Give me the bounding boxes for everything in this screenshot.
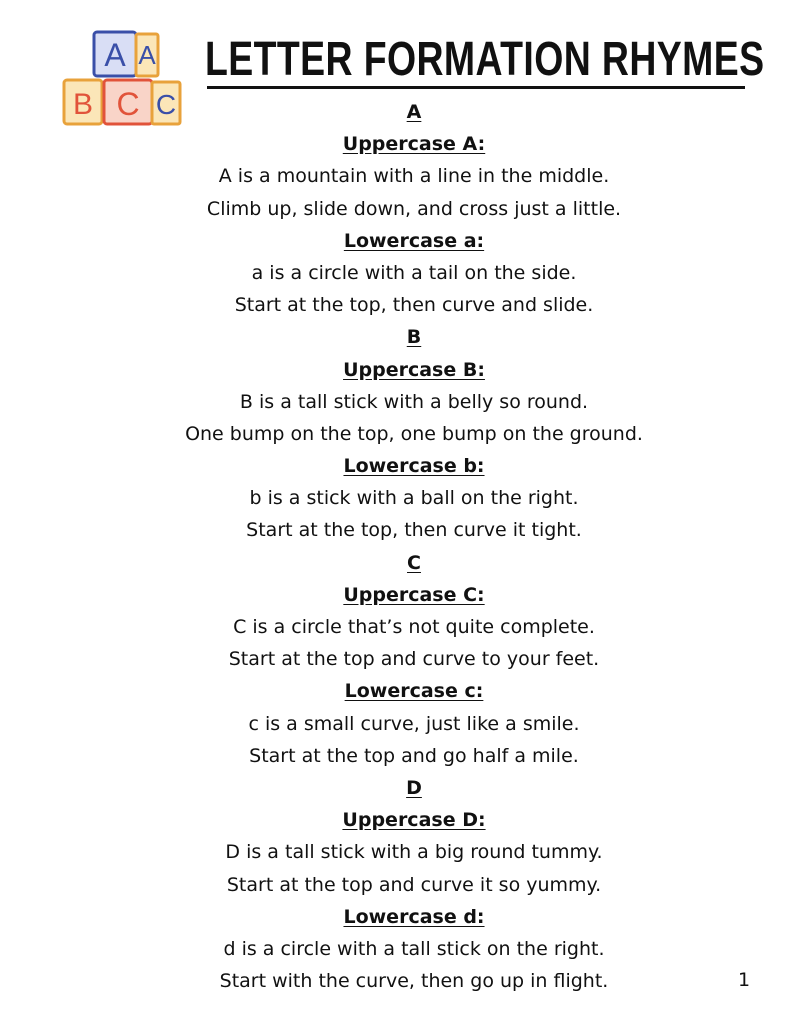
rhyme-line: One bump on the top, one bump on the ground. (185, 422, 643, 445)
rhyme-line: Start at the top and curve to your feet. (228, 648, 600, 671)
section-letter: D (406, 776, 422, 799)
logo-letter: C (116, 86, 140, 122)
logo-block-a-side (136, 34, 158, 76)
section-letter: C (407, 551, 421, 574)
uppercase-label: Uppercase B: (343, 358, 485, 381)
page-title: LETTER FORMATION RHYMES (205, 33, 765, 86)
rhyme-line: b is a stick with a ball on the right. (249, 487, 579, 510)
logo-block-a-blue (94, 32, 136, 76)
uppercase-label: Uppercase A: (342, 133, 486, 156)
rhyme-line: B is a tall stick with a belly so round. (239, 390, 589, 413)
logo-letter: A (138, 40, 156, 70)
rhyme-line: Start at the top and go half a mile. (249, 744, 579, 767)
rhymes-content (0, 96, 794, 997)
rhyme-line: Start at the top, then curve and slide. (234, 294, 594, 317)
lowercase-label: Lowercase d: (343, 905, 485, 928)
section-letter: A (406, 101, 422, 123)
rhyme-line: a is a circle with a tail on the side. (251, 261, 577, 284)
lowercase-label: Lowercase a: (343, 229, 485, 252)
letter-section-c (0, 547, 794, 772)
rhyme-line: C is a circle that’s not quite complete. (233, 616, 595, 638)
uppercase-label: Uppercase D: (342, 809, 486, 832)
rhyme-line: d is a circle with a tall stick on the right. (223, 937, 605, 960)
rhyme-line: Start with the curve, then go up in flight. (219, 970, 609, 993)
letter-section-b (0, 321, 794, 546)
logo-letter: C (155, 89, 177, 120)
rhyme-line: Start at the top and curve it so yummy. (226, 873, 602, 896)
rhyme-line: Climb up, slide down, and cross just a little. (206, 197, 622, 220)
letter-section-a (0, 96, 794, 321)
title-underline (207, 86, 745, 89)
rhyme-line: D is a tall stick with a big round tummy. (225, 841, 603, 864)
rhyme-line: A is a mountain with a line in the middle. (218, 165, 610, 188)
section-letter: B (406, 326, 422, 349)
rhyme-line: Start at the top, then curve it tight. (246, 519, 582, 542)
logo-letter: B (72, 88, 94, 121)
rhyme-line: c is a small curve, just like a smile. (248, 712, 580, 735)
logo-letter: A (104, 37, 126, 73)
lowercase-label: Lowercase b: (343, 455, 485, 478)
uppercase-label: Uppercase C: (343, 583, 485, 606)
letter-section-d (0, 772, 794, 997)
lowercase-label: Lowercase c: (344, 680, 484, 703)
page-number: 1 (738, 969, 751, 991)
